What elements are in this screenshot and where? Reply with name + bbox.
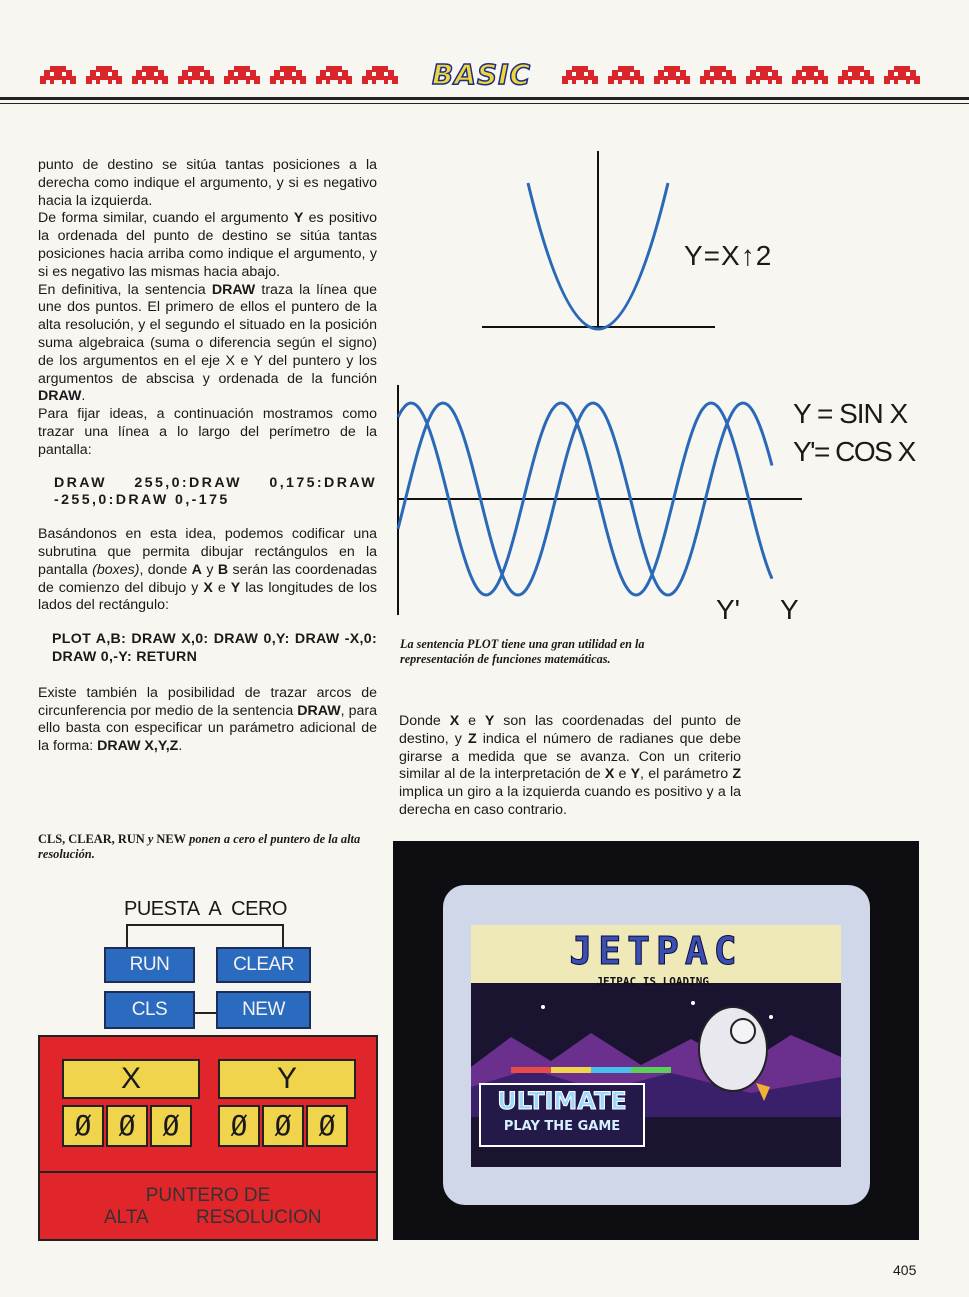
new-box: NEW xyxy=(216,991,311,1029)
screen-photo xyxy=(393,841,919,1240)
paragraph-1: punto de destino se sitúa tantas posiciones a la derecha como indique el argumento, y si es negativo hacia la izquierda. xyxy=(38,157,377,209)
header-rule-bottom xyxy=(0,103,969,104)
code-box-subroutine: PLOT A,B: DRAW X,0: DRAW 0,Y: DRAW -X,0: DRAW 0,-Y: RETURN xyxy=(52,631,377,665)
pointer-label-resolucion: RESOLUCION xyxy=(196,1207,322,1228)
pointer-label-alta: ALTA xyxy=(104,1207,149,1228)
invader-row-right xyxy=(560,62,922,92)
sin-label: Y = SIN X xyxy=(793,398,908,429)
pointer-panel xyxy=(38,1035,378,1241)
invader-icon xyxy=(836,62,876,88)
invader-icon xyxy=(268,62,308,88)
header-rule-top xyxy=(0,97,969,100)
connector-left xyxy=(126,924,128,948)
invader-icon xyxy=(744,62,784,88)
paragraph-6: Existe también la posibilidad de trazar arcos de circunferencia por medio de la sentencia DRAW, para ello basta con especificar un parámetro adicional de la forma: DRAW X,Y,Z. xyxy=(38,684,377,755)
diagram-title: PUESTA A CERO xyxy=(124,898,287,920)
y-register-label: Y xyxy=(218,1059,356,1099)
paragraph-3: En definitiva, la sentencia DRAW traza la línea que une dos puntos. El primero de ellos el puntero de la alta resolución, y el segundo el situado en la posición suma algebraica (suma o diferencia según el signo) de los argumentos en el eje X e Y del puntero y los argumentos de abscisa y ordenada de la función DRAW. xyxy=(38,281,377,405)
right-column-text xyxy=(399,713,741,820)
invader-icon xyxy=(606,62,646,88)
graph-caption: La sentencia PLOT tiene una gran utilidad en la representación de funciones matemáticas. xyxy=(400,637,645,666)
x-digit-1: Ø xyxy=(62,1105,104,1147)
page-number: 405 xyxy=(893,1262,917,1278)
paragraph-5: Basándonos en esta idea, podemos codificar una subrutina que permita dibujar rectángulos en la pantalla (boxes), donde A y B serán las coordenadas de comienzo del dibujo y X e Y las longitudes de los lados del rectángulo: xyxy=(38,526,378,614)
cls-box: CLS xyxy=(104,991,195,1029)
connector-middle xyxy=(195,1012,217,1014)
invader-icon xyxy=(652,62,692,88)
code-draw-perimeter: DRAW 255,0:DRAW 0,175:DRAW -255,0:DRAW 0,-175 xyxy=(54,474,377,509)
x-digit-2: Ø xyxy=(106,1105,148,1147)
run-box: RUN xyxy=(104,947,195,983)
paragraph-2: De forma similar, cuando el argumento Y es positivo la ordenada del punto de destino se sitúa tantas posiciones hacia arriba como indique el argumento, y si es negativo las mismas hacia abajo. xyxy=(38,210,377,280)
invader-icon xyxy=(360,62,400,88)
y-digit-3: Ø xyxy=(306,1105,348,1147)
crt-bezel xyxy=(443,885,870,1205)
invader-icon xyxy=(790,62,830,88)
invader-icon xyxy=(84,62,124,88)
cos-label: Y'= COS X xyxy=(793,436,915,467)
page-header xyxy=(0,0,969,115)
paragraph-4: Para fijar ideas, a continuación mostramos como trazar una línea a lo largo del perímetro de la pantalla: xyxy=(38,406,377,458)
y-digit-1: Ø xyxy=(218,1105,260,1147)
basic-logo: BASIC xyxy=(432,58,532,91)
paragraph-right-1: Donde X e Y son las coordenadas del punto de destino, y Z indica el número de radianes que debe girarse a medida que se avanza. Con un criterio similar al de la interpretación de X e Y, el parámetro Z implica un giro a la izquierda cuando es positivo y a la derecha en caso contrario. xyxy=(399,713,741,818)
invader-row-left xyxy=(38,62,400,92)
clear-box: CLEAR xyxy=(216,947,311,983)
invader-icon xyxy=(130,62,170,88)
invader-icon xyxy=(176,62,216,88)
ultimate-logo xyxy=(479,1083,645,1147)
left-column-text xyxy=(38,157,377,756)
play-the-game-text: PLAY THE GAME xyxy=(503,1119,621,1134)
x-register-label: X xyxy=(62,1059,200,1099)
x-digit-3: Ø xyxy=(150,1105,192,1147)
connector-top xyxy=(126,924,284,926)
y-label: Y xyxy=(780,594,799,625)
pointer-label-line1: PUNTERO DE xyxy=(145,1185,271,1206)
function-graphs xyxy=(390,145,935,635)
diagram-caption: CLS, CLEAR, RUN y NEW ponen a cero el puntero de la alta resolución. xyxy=(38,832,361,861)
y-digit-2: Ø xyxy=(262,1105,304,1147)
invader-icon xyxy=(314,62,354,88)
parabola-label: Y=X↑2 xyxy=(684,240,773,271)
invader-icon xyxy=(560,62,600,88)
jetpac-title: JETPAC xyxy=(569,929,743,973)
loading-text: JETPAC IS LOADING. xyxy=(596,975,716,988)
y-prime-label: Y' xyxy=(716,594,741,625)
invader-icon xyxy=(882,62,922,88)
invader-icon xyxy=(698,62,738,88)
invader-icon xyxy=(222,62,262,88)
invader-icon xyxy=(38,62,78,88)
ultimate-text: ULTIMATE xyxy=(497,1087,627,1115)
panel-divider xyxy=(40,1171,376,1173)
connector-right xyxy=(282,924,284,948)
crt-screen xyxy=(471,925,841,1167)
